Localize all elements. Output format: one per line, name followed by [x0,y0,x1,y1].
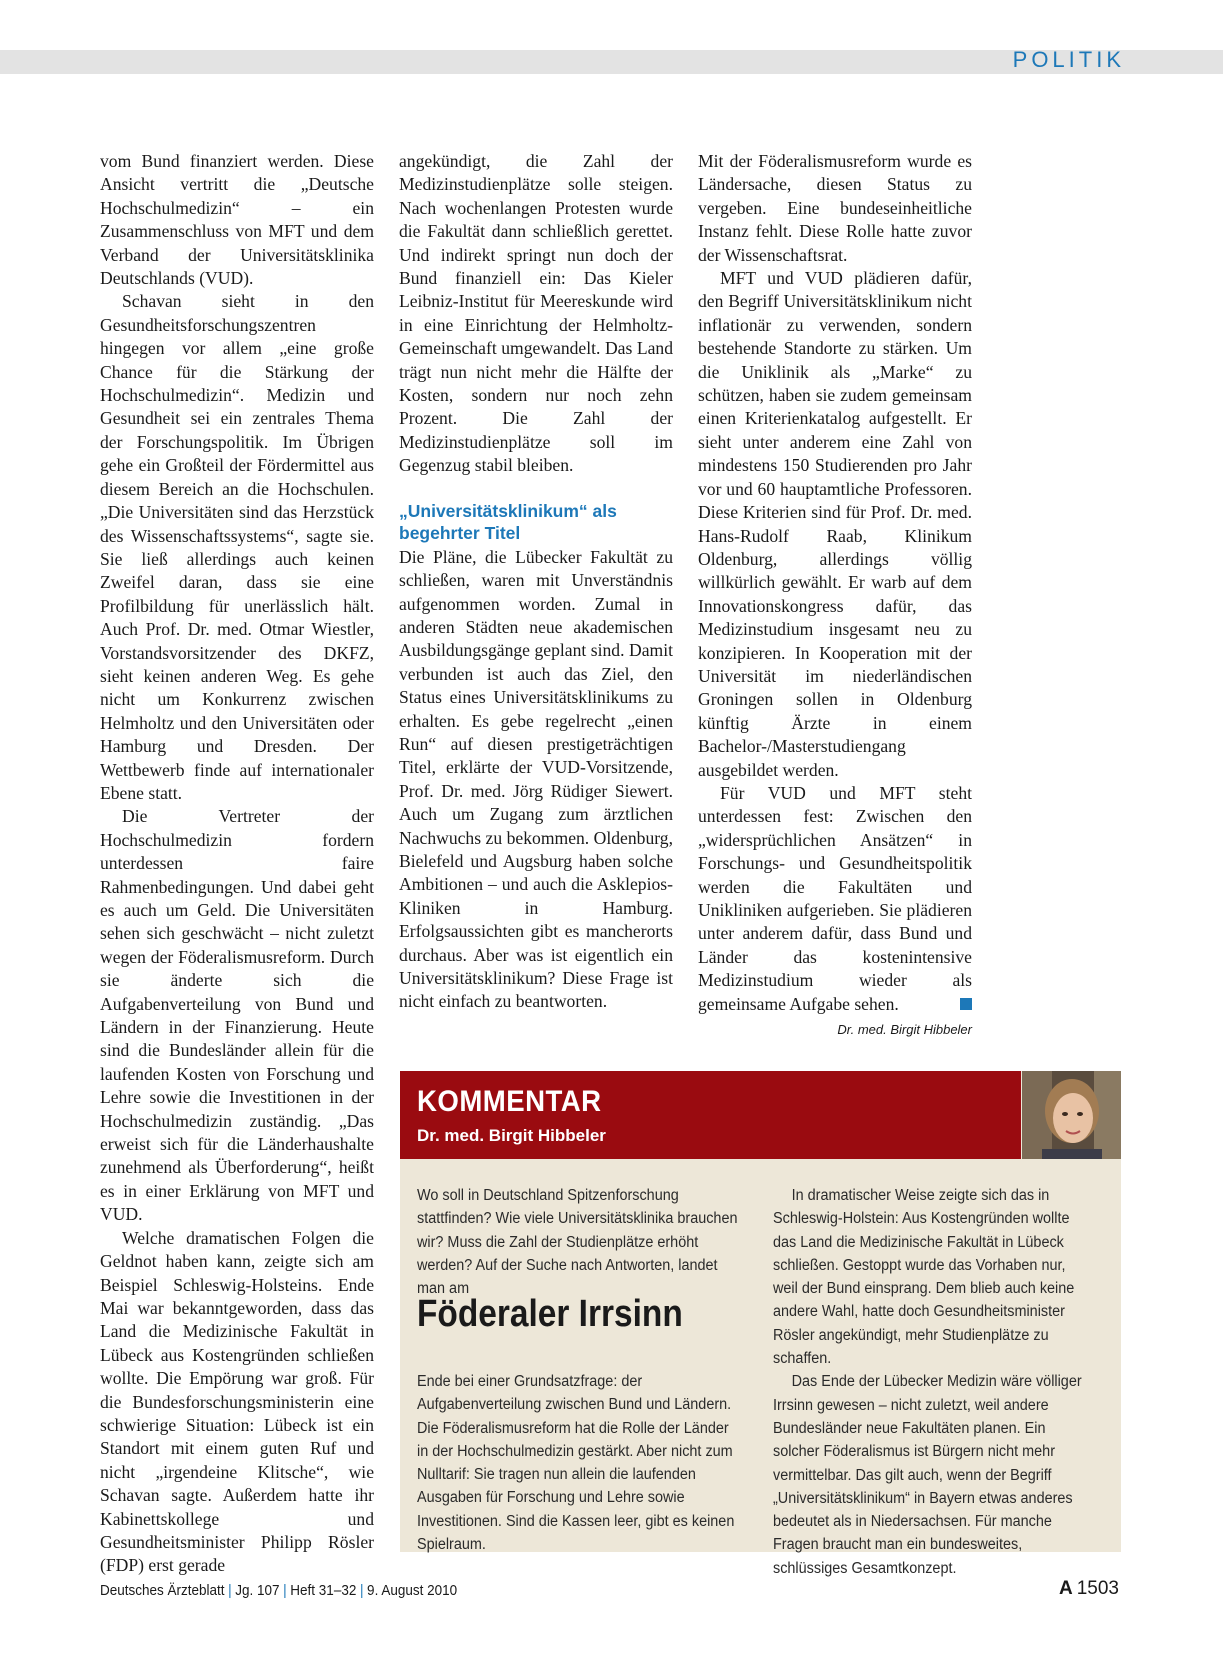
paragraph: angekündigt, die Zahl der Medizinstudienplätze solle steigen. Nach wochenlangen Protesten wurde die Fakultät dann schließlich gerettet. Und indirekt springt nun doch der Bund finanziell ein: Das Kieler Leibniz-Institut für Meereskunde wird in eine Einrichtung der Helmholtz-Gemeinschaft umgewandelt. Das Land trägt nun nicht mehr die Hälfte der Kosten, sondern nur noch zehn Prozent. Die Zahl der Medizinstudienplätze soll im Gegenzug stabil bleiben. [399,151,673,476]
paragraph: Welche dramatischen Folgen die Geldnot haben kann, zeigte sich am Beispiel Schleswig-Holsteins. Ende Mai war bekanntgeworden, dass das Land die Medizinische Fakultät in Lübeck aus Kostengründen schließen wollte. Die Empörung war groß. Für die Bundesforschungsministerin eine schwierige Situation: Lübeck ist ein Standort mit einem guten Ruf und nicht „irgendeine Klitsche“, wie Schavan sagte. Außerdem hatte ihr Kabinettskollege und Gesundheitsminister Philipp Rösler (FDP) erst gerade [100,1227,374,1576]
end-of-article-square-icon [960,998,972,1010]
page-number-value: 1503 [1076,1578,1119,1599]
article-column-2 [399,150,673,1014]
journal-name: Deutsches Ärzteblatt [100,1582,225,1599]
kommentar-author: Dr. med. Birgit Hibbeler [417,1126,606,1145]
article-column-3 [698,150,972,1041]
kommentar-intro [417,1184,738,1300]
date: 9. August 2010 [367,1582,458,1599]
author-portrait-illustration [1022,1071,1121,1159]
kommentar-header [400,1071,1021,1159]
paragraph-last [698,782,972,1016]
author-portrait [1022,1071,1121,1159]
kommentar-headline: Föderaler Irrsinn [417,1293,683,1335]
article-author: Dr. med. Birgit Hibbeler [837,1022,972,1038]
article-column-1 [100,150,374,1578]
section-label: POLITIK [1012,47,1125,72]
volume: Jg. 107 [235,1582,280,1599]
paragraph: Die Pläne, die Lübecker Fakultät zu schließen, waren mit Unverständnis aufgenommen worden. Zumal in anderen Städten neue akademischen Ausbildungsgänge geplant sind. Damit verbunden ist auch das Ziel, den Status eines Universitätsklinikums zu erhalten. Es gebe regelrecht „einen Run“ auf diesen prestigeträchtigen Titel, erklärte der VUD-Vorsitzende, Prof. Dr. med. Jörg Rüdiger Siewert. Auch um Zugang zum ärztlichen Nachwuchs zu bekommen. Oldenburg, Bielefeld und Augsburg haben solche Ambitionen – und auch die Asklepios-Kliniken in Hamburg. Erfolgsaussichten gibt es mancherorts durchaus. Aber was ist eigentlich ein Universitätsklinikum? Diese Frage ist nicht einfach zu beantworten. [399,546,673,1012]
paragraph: MFT und VUD plädieren dafür, den Begriff Universitätsklinikum nicht inflationär zu verwenden, sondern bestehende Standorte zu stärken. Um die Uniklinik als „Marke“ zu schützen, haben sie zudem gemeinsam einen Kriterienkatalog aufgestellt. Er sieht unter anderem eine Zahl von mindestens 150 Studierenden pro Jahr vor und 60 hauptamtliche Professoren. Diese Kriterien sind für Prof. Dr. med. Hans-Rudolf Raab, Klinikum Oldenburg, allerdings völlig willkürlich gewählt. Er warb auf dem Innovationskongress dafür, das Medizinstudium insgesamt neu zu konzipieren. In Kooperation mit der Universität im niederländischen Groningen sollen in Oldenburg künftig Ärzte in einem Bachelor-/Masterstudiengang ausgebildet werden. [698,268,972,780]
kommentar-label: KOMMENTAR [417,1085,602,1118]
paragraph: Die Vertreter der Hochschulmedizin fordern unterdessen faire Rahmenbedingungen. Und dabei geht es auch um Geld. Die Universitäten sehen sich geschwächt – nicht zuletzt wegen der Föderalismusreform. Durch sie änderte sich die Aufgabenverteilung von Bund und Ländern in der Finanzierung. Heute sind die Bundesländer allein für die laufenden Kosten von Forschung und Lehre sowie die Investitionen in der Hochschulmedizin zuständig. „Das erweist sich für die Länderhaushalte zunehmend als Überforderung“, heißt es in einer Erklärung von MFT und VUD. [100,806,374,1225]
footer-citation: Deutsches Ärzteblatt | Jg. 107 | Heft 31–32 | 9. August 2010 [100,1582,458,1599]
kommentar-box [400,1071,1121,1577]
paragraph: Mit der Föderalismusreform wurde es Ländersache, diesen Status zu vergeben. Eine bundeseinheitliche Instanz fehlt. Diese Rolle hatte zuvor der Wissenschaftsrat. [698,151,972,265]
kommentar-intro-text: Wo soll in Deutschland Spitzenforschung stattfinden? Wie viele Universitätsklinika brauchen wir? Muss die Zahl der Studienplätze erhöht werden? Auf der Suche nach Antworten, landet man am [417,1187,738,1298]
kommentar-body-text: Das Ende der Lübecker Medizin wäre völliger Irrsinn gewesen – nicht zuletzt, weil andere Bundesländer neue Fakultäten planen. Ein solcher Föderalismus ist Bürgern nicht mehr vermittelbar. Das gilt auch, wenn der Begriff „Universitätsklinikum“ in Bayern etwas anderes bedeutet als in Niedersachsen. Für manche Fragen braucht man ein bundesweites, schlüssiges Gesamtkonzept. [773,1373,1082,1577]
paragraph: Schavan sieht in den Gesundheitsforschungszentren hingegen vor allem „eine große Chance für die Stärkung der Hochschulmedizin“. Medizin und Gesundheit sei ein zentrales Thema der Forschungspolitik. Im Übrigen gehe ein Großteil der Fördermittel aus diesem Bereich an die Hochschulen. „Die Universitäten sind das Herzstück des Wissenschaftssystems“, sagte sie. Sie ließ allerdings auch keinen Zweifel daran, dass sie eine Profilbildung für unerlässlich hält. Auch Prof. Dr. med. Otmar Wiestler, Vorstandsvorsitzender des DKFZ, sieht keinen anderen Weg. Es gehe nicht um Konkurrenz zwischen Helmholtz und den Universitäten oder Hamburg und Dresden. Der Wettbewerb finde auf internationaler Ebene statt. [100,291,374,803]
page-prefix: A [1058,1578,1073,1599]
kommentar-body-text: In dramatischer Weise zeigte sich das in Schleswig-Holstein: Aus Kostengründen wollte das Land die Medizinische Fakultät in Lübeck schließen. Gestoppt wurde das Vorhaben nur, weil der Bund einsprang. Dem blieb auch keine andere Wahl, hatte doch Gesundheitsminister Rösler angekündigt, mehr Studienplätze zu schaffen. [773,1187,1075,1368]
kommentar-column-2 [773,1184,1094,1580]
page-number [1059,1578,1119,1600]
paragraph-text: Für VUD und MFT steht unterdessen fest: Zwischen den „widersprüchlichen Ansätzen“ in Forschungs- und Gesundheitspolitik werden die Fakultäten und Unikliniken aufgerieben. Sie plädieren unter anderem dafür, dass Bund und Länder das kostenintensive Medizinstudium wieder als gemeinsame Aufgabe sehen. [698,782,972,1014]
paragraph: vom Bund finanziert werden. Diese Ansicht vertritt die „Deutsche Hochschulmedizin“ – ein Zusammenschluss von MFT und dem Verband der Universitätsklinika Deutschlands (VUD). [100,151,374,289]
kommentar-body-text: Ende bei einer Grundsatzfrage: der Aufgabenverteilung zwischen Bund und Ländern. Die Föderalismusreform hat die Rolle der Länder in der Hochschulmedizin gestärkt. Aber nicht zum Nulltarif: Sie tragen nun allein die laufenden Ausgaben für Forschung und Lehre sowie Investitionen. Sind die Kassen leer, gibt es keinen Spielraum. [417,1373,735,1554]
kommentar-body-1 [417,1370,738,1556]
issue: Heft 31–32 [290,1582,357,1599]
subheading: „Universitätsklinikum“ als begehrter Titel [399,500,617,543]
